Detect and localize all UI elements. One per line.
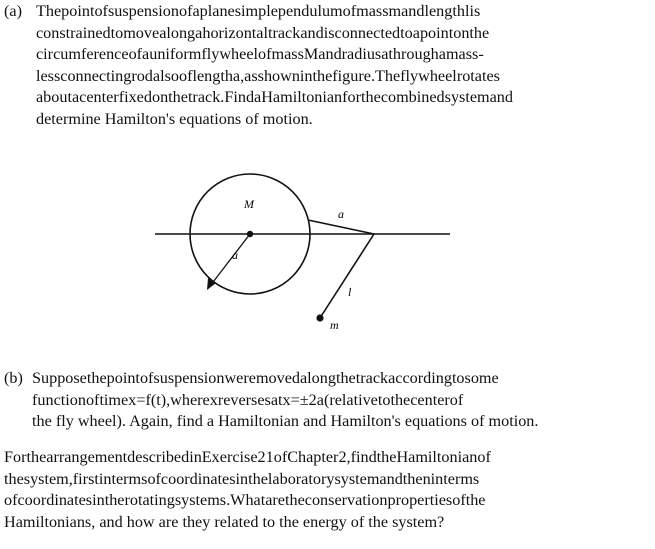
part-b-line-3: the fly wheel). Again, find a Hamiltonian and Hamilton's equations of motion. — [32, 412, 539, 430]
part-a-line-6: determine Hamilton's equations of motion. — [36, 109, 313, 128]
rod-length-label: a — [338, 207, 344, 221]
part-a-line-5: aboutacenterfixedonthetrack.FindaHamiltonianforthecombinedsystemand — [36, 88, 513, 106]
part-a-lines — [36, 1, 644, 130]
part-a-paragraph — [4, 1, 644, 130]
exercise-line-3: ofcoordinatesintherotatingsystems.Whataretheconservationpropertiesofthe — [4, 491, 486, 509]
exercise-line-4: Hamiltonians, and how are they related to the energy of the system? — [4, 512, 445, 531]
pendulum-length-label: l — [348, 285, 352, 299]
connecting-rod — [308, 220, 374, 234]
part-a-label: (a) — [4, 2, 22, 20]
part-b-lines — [32, 368, 644, 433]
part-a-line-3: circumferenceofauniformflywheelofmassMandradiusathroughamass- — [36, 45, 484, 63]
part-b-paragraph — [4, 368, 644, 433]
bob-mass-label: m — [330, 318, 339, 332]
part-a-line-2: constrainedtomovealongahorizontaltrackandisconnectedtoapointonthe — [36, 23, 490, 42]
flywheel-mass-label: M — [244, 197, 254, 211]
pendulum-bob — [316, 314, 323, 321]
part-b-label: (b) — [4, 369, 23, 387]
exercise-line-1: ForthearrangementdescribedinExercise21ofChapter2,findtheHamiltonianof — [4, 448, 491, 466]
exercise-paragraph — [4, 447, 644, 533]
pendulum-string — [320, 234, 374, 318]
part-a-line-1: Thepointofsuspensionofaplanesimplependulumofmassmandlengthlis — [36, 2, 481, 20]
flywheel-pendulum-figure — [150, 170, 460, 340]
part-b-line-1: Supposethepointofsuspensionweremovedalongthetrackaccordingtosome — [32, 369, 499, 387]
part-a-line-4: lessconnectingrodalsooflengtha,asshowninthefigure.Theflywheelrotates — [36, 66, 500, 85]
exercise-line-2: thesystem,firstintermsofcoordinatesinthelaboratorysystemandtheninterms — [4, 469, 480, 488]
radius-label: a — [232, 248, 238, 262]
radius-arrow — [210, 234, 250, 286]
part-b-line-2: functionoftimex=f(t),wherexreversesatx=±2a(relativetothecenterof — [32, 390, 464, 409]
